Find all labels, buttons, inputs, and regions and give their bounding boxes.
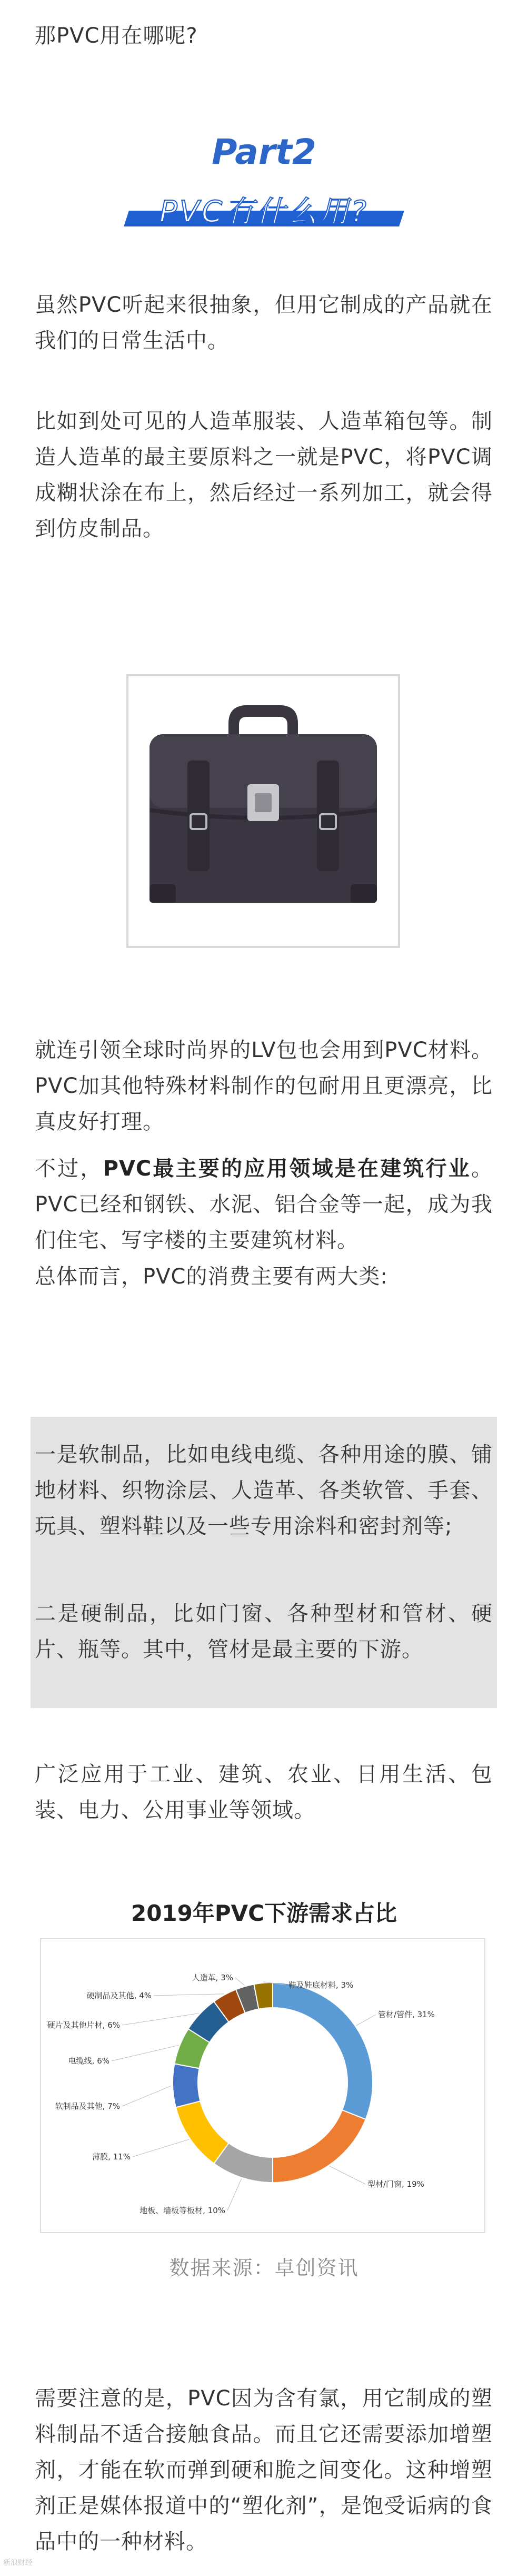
paragraph-4-tail: 。PVC已经和钢铁、水泥、铝合金等一起，成为我们住宅、写字楼的主要建筑材料。 [35,1157,493,1252]
paragraph-2: 比如到处可见的人造革服装、人造革箱包等。制造人造革的最主要原料之一就是PVC，将PVC调成糊状涂在布上，然后经过一系列加工，就会得到仿皮制品。 [35,409,493,541]
slice-label: 鞋及鞋底材料, 3% [288,1980,354,1990]
paragraph-3: 就连引领全球时尚界的LV包也会用到PVC材料。PVC加其他特殊材料制作的包耐用且更漂亮，比真皮好打理。 [35,1038,493,1134]
donut-chart-svg [41,1939,484,2232]
slice-label: 人造革, 3% [192,1973,233,1982]
part-label: Part2 [212,132,316,172]
paragraph-9: 需要注意的是，PVC因为含有氯，用它制成的塑料制品不适合接触食品。而且它还需要添加增塑剂，才能在软而弹到硬和脆之间变化。这种增塑剂正是媒体报道中的“塑化剂”，是饱受诟病的食品中的一种材料。 [35,2386,493,2554]
slice-label: 硬片及其他片材, 6% [47,2020,120,2030]
slice-label: 电缆线, 6% [68,2056,109,2066]
leader-line [133,2139,189,2157]
leader-line [122,2086,172,2106]
slice-label: 地板、墙板等板材, 10% [140,2206,225,2215]
leader-line [154,1994,224,1996]
slice-label: 薄膜, 11% [92,2152,131,2162]
leader-line [122,2014,199,2025]
paragraph-7: 二是硬制品，比如门窗、各种型材和管材、硬片、瓶等。其中，管材是最主要的下游。 [35,1602,493,1662]
donut-slice [176,2101,229,2163]
briefcase-image [126,674,400,948]
paragraph-6: 一是软制品，比如电线电缆、各种用途的膜、铺地材料、织物涂层、人造革、各类软管、手套、玩具、塑料鞋以及一些专用涂料和密封剂等; [35,1443,493,1538]
donut-slice [273,1982,373,2119]
leader-line [235,1978,244,1986]
paragraph-4-lead: 不过， [35,1157,103,1181]
leader-line [227,2179,242,2210]
paragraph-4 [35,1151,493,1258]
donut-slice [273,2110,366,2183]
briefcase-icon [128,676,398,946]
intro-line: 那PVC用在哪呢? [35,24,198,48]
watermark: 新浪财经 [3,2559,33,2567]
donut-slice [173,2064,200,2107]
chart-title: 2019年PVC下游需求占比 [131,1900,397,1926]
subtitle-box [126,189,402,229]
paragraph-5: 总体而言，PVC的消费主要有两大类: [35,1265,388,1289]
donut-chart [40,1938,485,2233]
slice-label: 硬制品及其他, 4% [86,1991,152,2000]
slice-label: 软制品及其他, 7% [55,2101,120,2111]
chart-source: 数据来源：卓创资讯 [169,2256,359,2279]
paragraph-1: 虽然PVC听起来很抽象，但用它制成的产品就在我们的日常生活中。 [35,293,493,353]
paragraph-8: 广泛应用于工业、建筑、农业、日用生活、包装、电力、公用事业等领域。 [35,1762,493,1822]
leader-line [112,2045,178,2061]
slice-label: 管材/管件, 31% [378,2010,435,2019]
section-heading [0,132,528,237]
section-subtitle: PVC有什么用? [160,195,368,229]
leader-line [330,2166,365,2184]
paragraph-4-emphasis: PVC最主要的应用领域是在建筑行业 [103,1157,471,1181]
leader-line [356,2015,376,2026]
slice-label: 型材/门窗, 19% [367,2179,424,2189]
